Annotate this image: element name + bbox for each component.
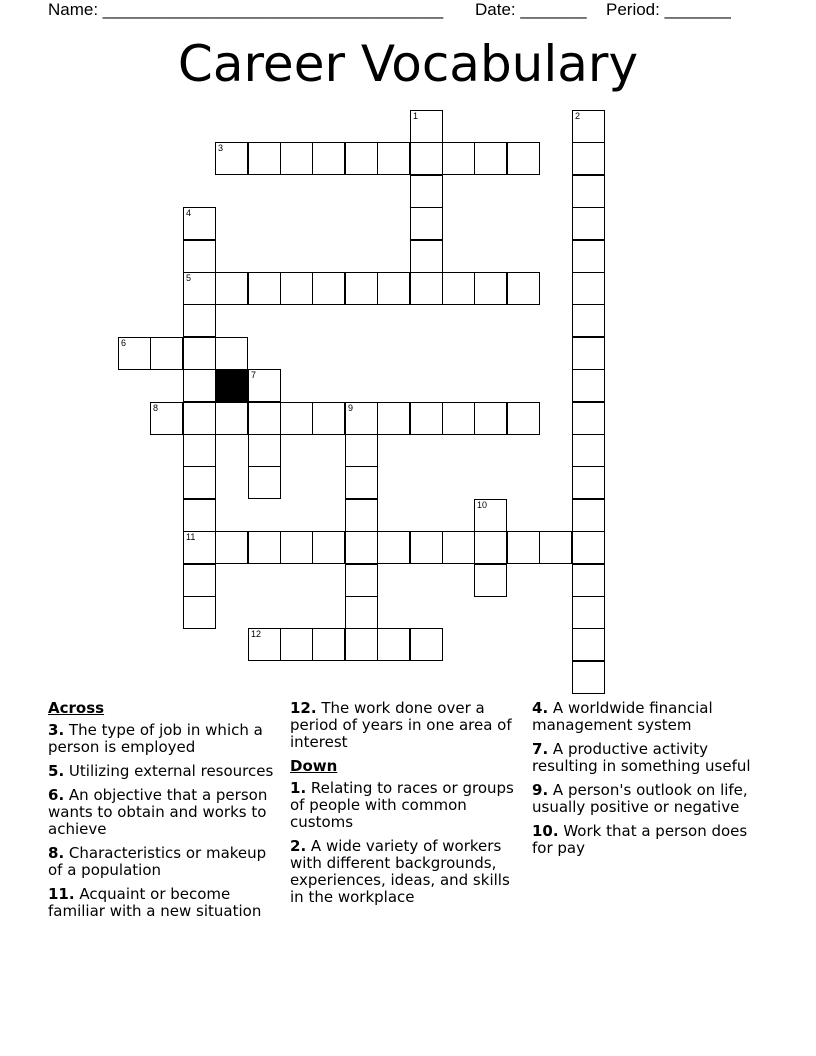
crossword-cell[interactable] [572, 207, 605, 240]
crossword-cell[interactable] [118, 337, 151, 370]
date-field[interactable]: Date: _______ [475, 0, 587, 19]
crossword-cell[interactable] [215, 337, 248, 370]
clues-column-3 [532, 700, 764, 864]
crossword-cell[interactable] [410, 531, 443, 564]
clues-column-2 [290, 700, 522, 913]
cell-number: 7 [251, 370, 257, 380]
crossword-cell[interactable] [572, 564, 605, 597]
clue-number: 5 [48, 762, 59, 780]
clue-down-1: 1. Relating to races or groups of people with common customs [290, 779, 514, 831]
crossword-cell[interactable] [215, 272, 248, 305]
cell-number: 2 [575, 111, 581, 121]
crossword-cell[interactable] [410, 142, 443, 175]
crossword-cell[interactable] [507, 531, 540, 564]
crossword-cell[interactable] [312, 531, 345, 564]
cell-number: 10 [477, 500, 488, 510]
clue-number: 9 [532, 781, 543, 799]
crossword-cell[interactable] [183, 369, 216, 402]
crossword-cell[interactable] [474, 142, 507, 175]
crossword-cell[interactable] [312, 402, 345, 435]
clue-number: 3 [48, 721, 59, 739]
crossword-cell[interactable] [183, 207, 216, 240]
clue-text: A worldwide financial management system [532, 699, 713, 734]
crossword-cell[interactable] [183, 466, 216, 499]
crossword-cell[interactable] [280, 142, 313, 175]
crossword-cell[interactable] [474, 272, 507, 305]
crossword-cell[interactable] [345, 272, 378, 305]
crossword-cell[interactable] [345, 499, 378, 532]
crossword-cell[interactable] [507, 142, 540, 175]
crossword-cell[interactable] [183, 564, 216, 597]
clue-text: A productive activity resulting in something useful [532, 740, 751, 775]
crossword-cell[interactable] [572, 531, 605, 564]
crossword-cell[interactable] [377, 272, 410, 305]
crossword-cell[interactable] [539, 531, 572, 564]
clue-text: The type of job in which a person is employed [48, 721, 263, 756]
clue-across-8: 8. Characteristics or makeup of a population [48, 844, 267, 879]
crossword-cell[interactable] [410, 628, 443, 661]
crossword-cell[interactable] [572, 272, 605, 305]
cell-number: 9 [348, 403, 354, 413]
crossword-cell[interactable] [183, 531, 216, 564]
cell-number: 11 [186, 532, 196, 542]
crossword-cell[interactable] [572, 110, 605, 143]
crossword-cell[interactable] [248, 402, 281, 435]
crossword-cell[interactable] [377, 402, 410, 435]
clue-number: 7 [532, 740, 543, 758]
crossword-cell[interactable] [410, 175, 443, 208]
clue-text: A person's outlook on life, usually positive or negative [532, 781, 748, 816]
clue-across-12: 12. The work done over a period of years in one area of interest [290, 699, 512, 751]
crossword-cell[interactable] [345, 628, 378, 661]
crossword-cell[interactable] [215, 402, 248, 435]
name-field[interactable]: Name: ____________________________________ [48, 0, 444, 19]
cell-number: 3 [218, 143, 224, 153]
crossword-cell[interactable] [410, 272, 443, 305]
crossword-cell[interactable] [183, 402, 216, 435]
crossword-cell[interactable] [410, 402, 443, 435]
cell-number: 4 [186, 208, 192, 218]
clue-number: 10 [532, 822, 553, 840]
clue-number: 2 [290, 837, 301, 855]
crossword-cell[interactable] [572, 142, 605, 175]
clue-across-5: 5. Utilizing external resources [48, 762, 274, 780]
clue-number: 11 [48, 885, 69, 903]
clue-number: 1 [290, 779, 301, 797]
cell-number: 5 [186, 273, 192, 283]
crossword-cell[interactable] [183, 272, 216, 305]
crossword-cell[interactable] [345, 596, 378, 629]
crossword-cell[interactable] [280, 272, 313, 305]
across-heading: Across [48, 699, 105, 717]
crossword-cell[interactable] [572, 661, 605, 694]
crossword-cell[interactable] [183, 304, 216, 337]
crossword-cell[interactable] [280, 628, 313, 661]
crossword-cell[interactable] [345, 531, 378, 564]
crossword-cell[interactable] [345, 142, 378, 175]
crossword-cell[interactable] [377, 531, 410, 564]
clue-down-4: 4. A worldwide financial management system [532, 699, 713, 734]
clue-text: Characteristics or makeup of a population [48, 844, 267, 879]
clue-text: Relating to races or groups of people with common customs [290, 779, 514, 831]
crossword-cell[interactable] [280, 402, 313, 435]
crossword-cell[interactable] [215, 142, 248, 175]
crossword-cell[interactable] [572, 369, 605, 402]
clue-down-2: 2. A wide variety of workers with different backgrounds, experiences, ideas, and skills in the workplace [290, 837, 510, 906]
crossword-cell[interactable] [410, 240, 443, 273]
crossword-cell[interactable] [183, 337, 216, 370]
crossword-cell[interactable] [572, 402, 605, 435]
crossword-cell[interactable] [248, 628, 281, 661]
crossword-cell[interactable] [572, 596, 605, 629]
crossword-cell[interactable] [280, 531, 313, 564]
clue-text: A wide variety of workers with different backgrounds, experiences, ideas, and skills in the workplace [290, 837, 510, 906]
crossword-cell[interactable] [507, 272, 540, 305]
crossword-cell[interactable] [248, 434, 281, 467]
clue-text: Acquaint or become familiar with a new situation [48, 885, 262, 920]
period-field[interactable]: Period: _______ [606, 0, 731, 19]
crossword-cell[interactable] [474, 564, 507, 597]
crossword-cell[interactable] [248, 466, 281, 499]
cell-number: 6 [121, 338, 127, 348]
crossword-cell[interactable] [572, 337, 605, 370]
cell-number: 12 [251, 629, 262, 639]
crossword-cell[interactable] [377, 142, 410, 175]
clue-number: 12 [290, 699, 311, 717]
clue-down-7: 7. A productive activity resulting in something useful [532, 740, 751, 775]
clue-text: The work done over a period of years in one area of interest [290, 699, 512, 751]
crossword-cell[interactable] [312, 142, 345, 175]
clue-text: Utilizing external resources [68, 762, 274, 780]
crossword-cell[interactable] [248, 272, 281, 305]
clue-down-10: 10. Work that a person does for pay [532, 822, 748, 857]
page-title: Career Vocabulary [177, 35, 639, 93]
crossword-cell[interactable] [183, 499, 216, 532]
crossword-cell[interactable] [248, 531, 281, 564]
crossword-cell[interactable] [572, 466, 605, 499]
crossword-cell[interactable] [442, 402, 475, 435]
crossword-cell[interactable] [572, 240, 605, 273]
clues-column-1 [48, 700, 280, 927]
clue-number: 4 [532, 699, 543, 717]
crossword-cell[interactable] [474, 499, 507, 532]
crossword-cell[interactable] [442, 531, 475, 564]
crossword-cell[interactable] [410, 110, 443, 143]
clue-text: An objective that a person wants to obtain and works to achieve [48, 786, 268, 838]
cell-number: 8 [153, 403, 159, 413]
crossword-cell[interactable] [248, 369, 281, 402]
crossword-cell[interactable] [345, 434, 378, 467]
crossword-cell[interactable] [248, 142, 281, 175]
clue-text: Work that a person does for pay [532, 822, 748, 857]
crossword-cell[interactable] [442, 272, 475, 305]
crossword-cell[interactable] [572, 175, 605, 208]
clue-across-3: 3. The type of job in which a person is employed [48, 721, 263, 756]
crossword-cell[interactable] [345, 564, 378, 597]
crossword-cell[interactable] [183, 434, 216, 467]
crossword-cell[interactable] [150, 402, 183, 435]
crossword-cell[interactable] [572, 304, 605, 337]
crossword-cell[interactable] [474, 531, 507, 564]
crossword-cell[interactable] [572, 499, 605, 532]
crossword-cell[interactable] [572, 628, 605, 661]
crossword-cell[interactable] [474, 402, 507, 435]
cell-number: 1 [413, 111, 419, 121]
crossword-cell[interactable] [507, 402, 540, 435]
clue-number: 6 [48, 786, 59, 804]
clue-number: 8 [48, 844, 59, 862]
crossword-cell[interactable] [442, 142, 475, 175]
crossword-cell[interactable] [183, 596, 216, 629]
crossword-cell[interactable] [345, 466, 378, 499]
crossword-cell[interactable] [215, 531, 248, 564]
crossword-cell[interactable] [572, 434, 605, 467]
clue-across-11: 11. Acquaint or become familiar with a new situation [48, 885, 262, 920]
crossword-cell[interactable] [377, 628, 410, 661]
crossword-cell[interactable] [312, 628, 345, 661]
crossword-cell[interactable] [150, 337, 183, 370]
clue-across-6: 6. An objective that a person wants to obtain and works to achieve [48, 786, 268, 838]
crossword-cell[interactable] [183, 240, 216, 273]
crossword-cell[interactable] [345, 402, 378, 435]
black-cell [215, 369, 248, 402]
crossword-cell[interactable] [312, 272, 345, 305]
down-heading: Down [290, 757, 338, 775]
clue-down-9: 9. A person's outlook on life, usually positive or negative [532, 781, 748, 816]
crossword-cell[interactable] [410, 207, 443, 240]
